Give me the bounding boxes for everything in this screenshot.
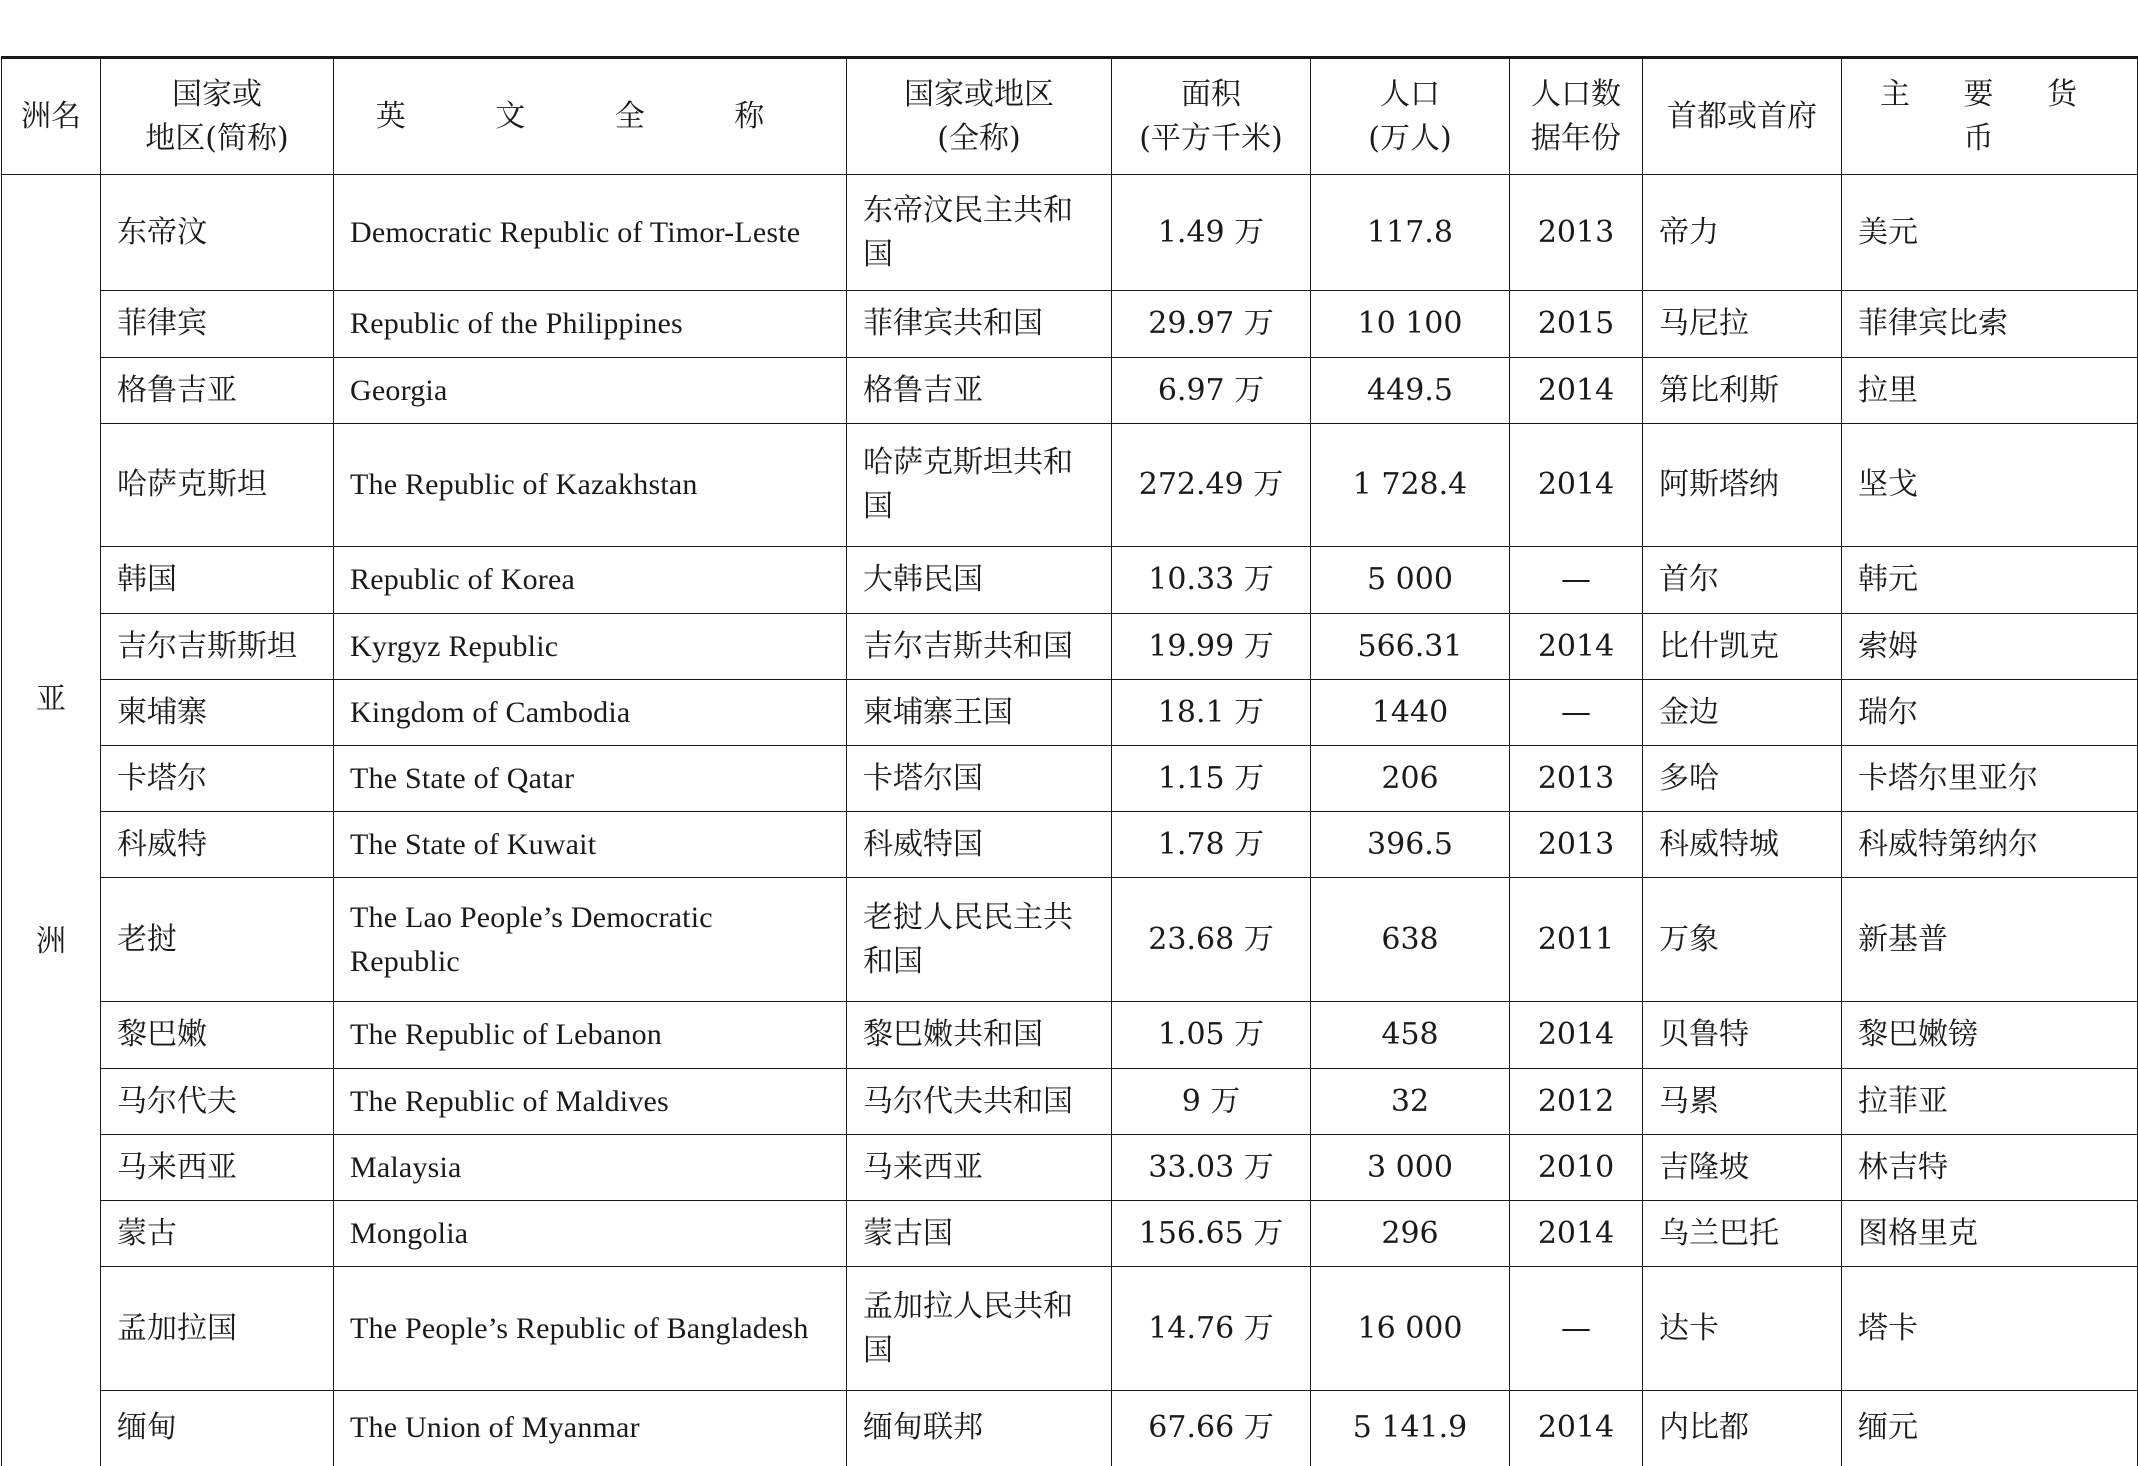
header-row xyxy=(2,58,2138,175)
table-row xyxy=(2,746,2138,812)
cell-year: 2014 xyxy=(1510,1002,1643,1069)
table-row xyxy=(2,1201,2138,1267)
cell-english-name: Republic of Korea xyxy=(334,547,847,614)
header-short-name: 国家或 地区(简称) xyxy=(101,58,334,175)
cell-short-name: 蒙古 xyxy=(101,1201,334,1267)
cell-population: 16 000 xyxy=(1311,1267,1510,1391)
cell-year: 2010 xyxy=(1510,1135,1643,1201)
cell-english-name: The State of Qatar xyxy=(334,746,847,812)
cell-area: 1.49 万 xyxy=(1112,175,1311,291)
header-population: 人口 (万人) xyxy=(1311,58,1510,175)
cell-capital: 达卡 xyxy=(1643,1267,1842,1391)
cell-capital: 内比都 xyxy=(1643,1391,1842,1466)
table-row xyxy=(2,1391,2138,1466)
cell-full-name: 孟加拉人民共和 国 xyxy=(847,1267,1112,1391)
cell-capital: 吉隆坡 xyxy=(1643,1135,1842,1201)
cell-short-name: 马尔代夫 xyxy=(101,1069,334,1135)
cell-currency: 索姆 xyxy=(1842,614,2138,680)
cell-short-name: 缅甸 xyxy=(101,1391,334,1466)
cell-capital: 首尔 xyxy=(1643,547,1842,614)
cell-population: 458 xyxy=(1311,1002,1510,1069)
cell-year: 2014 xyxy=(1510,424,1643,547)
cell-population: 3 000 xyxy=(1311,1135,1510,1201)
document-page xyxy=(0,56,2138,1466)
header-population-year: 人口数 据年份 xyxy=(1510,58,1643,175)
cell-year: — xyxy=(1510,547,1643,614)
cell-area: 29.97 万 xyxy=(1112,291,1311,358)
table-row xyxy=(2,1135,2138,1201)
cell-area: 1.78 万 xyxy=(1112,812,1311,878)
table-row xyxy=(2,878,2138,1002)
table-row xyxy=(2,1069,2138,1135)
cell-currency: 新基普 xyxy=(1842,878,2138,1002)
table-row xyxy=(2,175,2138,291)
cell-short-name: 菲律宾 xyxy=(101,291,334,358)
cell-full-name: 吉尔吉斯共和国 xyxy=(847,614,1112,680)
cell-area: 23.68 万 xyxy=(1112,878,1311,1002)
cell-population: 449.5 xyxy=(1311,358,1510,424)
table-row xyxy=(2,1267,2138,1391)
cell-english-name: Kingdom of Cambodia xyxy=(334,680,847,746)
cell-full-name: 卡塔尔国 xyxy=(847,746,1112,812)
cell-full-name: 东帝汶民主共和 国 xyxy=(847,175,1112,291)
cell-population: 117.8 xyxy=(1311,175,1510,291)
cell-currency: 菲律宾比索 xyxy=(1842,291,2138,358)
cell-short-name: 格鲁吉亚 xyxy=(101,358,334,424)
cell-full-name: 缅甸联邦 xyxy=(847,1391,1112,1466)
cell-short-name: 卡塔尔 xyxy=(101,746,334,812)
header-capital: 首都或首府 xyxy=(1643,58,1842,175)
header-full-name: 国家或地区 (全称) xyxy=(847,58,1112,175)
cell-short-name: 哈萨克斯坦 xyxy=(101,424,334,547)
cell-population: 206 xyxy=(1311,746,1510,812)
cell-short-name: 孟加拉国 xyxy=(101,1267,334,1391)
cell-full-name: 蒙古国 xyxy=(847,1201,1112,1267)
cell-year: 2014 xyxy=(1510,614,1643,680)
table-row xyxy=(2,1002,2138,1069)
cell-currency: 韩元 xyxy=(1842,547,2138,614)
cell-capital: 帝力 xyxy=(1643,175,1842,291)
cell-english-name: The Republic of Kazakhstan xyxy=(334,424,847,547)
cell-area: 33.03 万 xyxy=(1112,1135,1311,1201)
cell-population: 1 728.4 xyxy=(1311,424,1510,547)
header-continent: 洲名 xyxy=(2,58,101,175)
cell-english-name: The State of Kuwait xyxy=(334,812,847,878)
cell-english-name: The Republic of Maldives xyxy=(334,1069,847,1135)
continent-cell xyxy=(2,175,101,1466)
cell-english-name: Mongolia xyxy=(334,1201,847,1267)
header-area: 面积 (平方千米) xyxy=(1112,58,1311,175)
cell-population: 5 141.9 xyxy=(1311,1391,1510,1466)
cell-area: 67.66 万 xyxy=(1112,1391,1311,1466)
cell-short-name: 韩国 xyxy=(101,547,334,614)
cell-currency: 拉菲亚 xyxy=(1842,1069,2138,1135)
cell-english-name: Kyrgyz Republic xyxy=(334,614,847,680)
cell-capital: 第比利斯 xyxy=(1643,358,1842,424)
cell-short-name: 黎巴嫩 xyxy=(101,1002,334,1069)
cell-full-name: 格鲁吉亚 xyxy=(847,358,1112,424)
cell-english-name: Democratic Republic of Timor-Leste xyxy=(334,175,847,291)
cell-short-name: 老挝 xyxy=(101,878,334,1002)
cell-area: 19.99 万 xyxy=(1112,614,1311,680)
cell-capital: 多哈 xyxy=(1643,746,1842,812)
table-row xyxy=(2,291,2138,358)
cell-area: 1.05 万 xyxy=(1112,1002,1311,1069)
table-row xyxy=(2,680,2138,746)
cell-area: 18.1 万 xyxy=(1112,680,1311,746)
cell-year: 2013 xyxy=(1510,175,1643,291)
cell-year: 2014 xyxy=(1510,1391,1643,1466)
cell-area: 6.97 万 xyxy=(1112,358,1311,424)
cell-currency: 科威特第纳尔 xyxy=(1842,812,2138,878)
cell-population: 566.31 xyxy=(1311,614,1510,680)
cell-population: 396.5 xyxy=(1311,812,1510,878)
continent-char-2: 洲 xyxy=(36,924,66,959)
cell-population: 1440 xyxy=(1311,680,1510,746)
cell-english-name: The Republic of Lebanon xyxy=(334,1002,847,1069)
cell-full-name: 菲律宾共和国 xyxy=(847,291,1112,358)
cell-english-name: The People’s Republic of Bangladesh xyxy=(334,1267,847,1391)
cell-currency: 卡塔尔里亚尔 xyxy=(1842,746,2138,812)
continent-char-1: 亚 xyxy=(36,682,66,717)
cell-full-name: 老挝人民民主共 和国 xyxy=(847,878,1112,1002)
cell-capital: 比什凯克 xyxy=(1643,614,1842,680)
cell-capital: 金边 xyxy=(1643,680,1842,746)
cell-short-name: 东帝汶 xyxy=(101,175,334,291)
cell-year: 2013 xyxy=(1510,746,1643,812)
table-row xyxy=(2,812,2138,878)
cell-currency: 林吉特 xyxy=(1842,1135,2138,1201)
cell-capital: 马尼拉 xyxy=(1643,291,1842,358)
cell-year: 2013 xyxy=(1510,812,1643,878)
cell-population: 10 100 xyxy=(1311,291,1510,358)
cell-area: 9 万 xyxy=(1112,1069,1311,1135)
cell-full-name: 马来西亚 xyxy=(847,1135,1112,1201)
cell-capital: 贝鲁特 xyxy=(1643,1002,1842,1069)
cell-area: 272.49 万 xyxy=(1112,424,1311,547)
table-row xyxy=(2,358,2138,424)
cell-year: 2014 xyxy=(1510,1201,1643,1267)
cell-area: 10.33 万 xyxy=(1112,547,1311,614)
table-row xyxy=(2,614,2138,680)
cell-year: — xyxy=(1510,1267,1643,1391)
cell-english-name: The Lao People’s Democratic Republic xyxy=(334,878,847,1002)
cell-currency: 缅元 xyxy=(1842,1391,2138,1466)
header-currency: 主 要 货 币 xyxy=(1842,58,2138,175)
cell-area: 14.76 万 xyxy=(1112,1267,1311,1391)
cell-currency: 美元 xyxy=(1842,175,2138,291)
cell-full-name: 黎巴嫩共和国 xyxy=(847,1002,1112,1069)
cell-full-name: 柬埔寨王国 xyxy=(847,680,1112,746)
cell-short-name: 科威特 xyxy=(101,812,334,878)
cell-year: 2011 xyxy=(1510,878,1643,1002)
cell-full-name: 哈萨克斯坦共和 国 xyxy=(847,424,1112,547)
cell-full-name: 大韩民国 xyxy=(847,547,1112,614)
cell-currency: 拉里 xyxy=(1842,358,2138,424)
cell-area: 156.65 万 xyxy=(1112,1201,1311,1267)
cell-population: 296 xyxy=(1311,1201,1510,1267)
cell-short-name: 柬埔寨 xyxy=(101,680,334,746)
table-row xyxy=(2,547,2138,614)
cell-capital: 阿斯塔纳 xyxy=(1643,424,1842,547)
cell-year: 2015 xyxy=(1510,291,1643,358)
cell-currency: 塔卡 xyxy=(1842,1267,2138,1391)
header-english-name: 英 文 全 称 xyxy=(334,58,847,175)
cell-capital: 乌兰巴托 xyxy=(1643,1201,1842,1267)
cell-population: 32 xyxy=(1311,1069,1510,1135)
cell-population: 638 xyxy=(1311,878,1510,1002)
cell-capital: 马累 xyxy=(1643,1069,1842,1135)
cell-currency: 坚戈 xyxy=(1842,424,2138,547)
country-table xyxy=(1,56,2138,1466)
cell-year: — xyxy=(1510,680,1643,746)
cell-capital: 科威特城 xyxy=(1643,812,1842,878)
cell-short-name: 马来西亚 xyxy=(101,1135,334,1201)
cell-currency: 瑞尔 xyxy=(1842,680,2138,746)
cell-population: 5 000 xyxy=(1311,547,1510,614)
cell-capital: 万象 xyxy=(1643,878,1842,1002)
cell-full-name: 马尔代夫共和国 xyxy=(847,1069,1112,1135)
cell-area: 1.15 万 xyxy=(1112,746,1311,812)
cell-currency: 图格里克 xyxy=(1842,1201,2138,1267)
cell-currency: 黎巴嫩镑 xyxy=(1842,1002,2138,1069)
cell-short-name: 吉尔吉斯斯坦 xyxy=(101,614,334,680)
cell-english-name: Republic of the Philippines xyxy=(334,291,847,358)
cell-full-name: 科威特国 xyxy=(847,812,1112,878)
cell-english-name: Malaysia xyxy=(334,1135,847,1201)
cell-year: 2014 xyxy=(1510,358,1643,424)
cell-english-name: Georgia xyxy=(334,358,847,424)
cell-english-name: The Union of Myanmar xyxy=(334,1391,847,1466)
cell-year: 2012 xyxy=(1510,1069,1643,1135)
table-row xyxy=(2,424,2138,547)
